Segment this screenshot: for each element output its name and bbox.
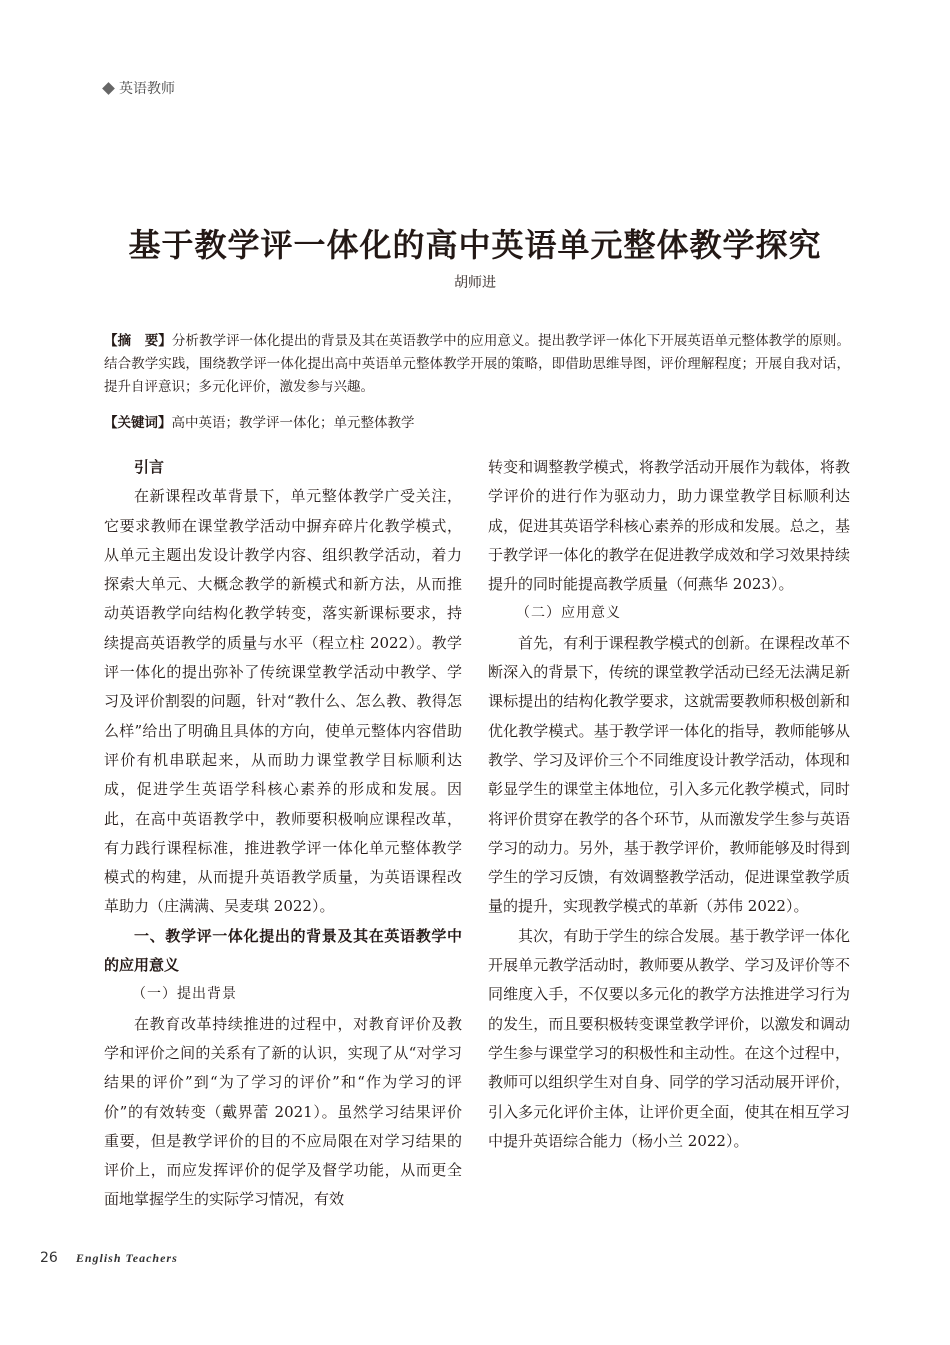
abstract	[104, 330, 850, 399]
right-column	[488, 453, 850, 1156]
journal-name: English Teachers	[75, 1251, 178, 1265]
sub2-paragraph-2: 其次，有助于学生的综合发展。基于教学评一体化开展单元教学活动时，教师要从教学、学习及评价等不同维度入手，不仅要以多元化的教学方法推进学习行为的发生，而且要积极转变课堂教学评价，以激发和调动学生参与课堂学习的积极性和主动性。在这个过程中，教师可以组织学生对自身、同学的学习活动展开评价，引入多元化评价主体，让评价更全面，使其在相互学习中提升英语综合能力（杨小兰 2022）。	[488, 926, 850, 1150]
section1-heading: 一、教学评一体化提出的背景及其在英语教学中的应用意义	[104, 926, 462, 975]
continued-paragraph: 转变和调整教学模式，将教学活动开展作为载体，将教学评价的进行作为驱动力，助力课堂教学目标顺利达成，促进其英语学科核心素养的形成和发展。总之，基于教学评一体化的教学在促进教学成效和学习效果持续提升的同时能提高教学质量（何燕华 2023）。	[488, 458, 850, 594]
page-footer	[40, 1250, 178, 1266]
intro-paragraph: 在新课程改革背景下，单元整体教学广受关注，它要求教师在课堂教学活动中摒弃碎片化教学模式，从单元主题出发设计教学内容、组织教学活动，着力探索大单元、大概念教学的新模式和新方法，从而推动英语教学向结构化教学转变，落实新课标要求，持续提高英语教学的质量与水平（程立柱 2022）。教学评一体化的提出弥补了传统课堂教学活动中教学、学习及评价割裂的问题，针对“教什么、怎么教、教得怎么样”给出了明确且具体的方向，使单元整体内容借助评价有机串联起来，从而助力课堂教学目标顺利达成，促进学生英语学科核心素养的形成和发展。因此，在高中英语教学中，教师要积极响应课程改革，有力践行课程标准，推进教学评一体化单元整体教学模式的构建，从而提升英语教学质量，为英语课程改革助力（庄满满、吴麦琪 2022）。	[104, 487, 462, 916]
sub1-heading: （一）提出背景	[132, 986, 237, 1003]
diamond-icon	[102, 82, 115, 95]
abstract-text: 分析教学评一体化提出的背景及其在英语教学中的应用意义。提出教学评一体化下开展英语单元整体教学的原则。结合教学实践，围绕教学评一体化提出高中英语单元整体教学开展的策略，即借助思维导图，评价理解程度；开展自我对话，提升自评意识；多元化评价，激发参与兴趣。	[104, 333, 851, 395]
sub1-paragraph: 在教育改革持续推进的过程中，对教育评价及教学和评价之间的关系有了新的认识，实现了从“对学习结果的评价”到“为了学习的评价”和“作为学习的评价”的有效转变（戴界蕾 2021）。虽然学习结果评价重要，但是教学评价的目的不应局限在对学习结果的评价上，而应发挥评价的促学及督学功能，从而更全面地掌握学生的实际学习情况，有效	[104, 1014, 462, 1209]
keywords-label: 【关键词】	[104, 415, 172, 431]
keywords-text: 高中英语；教学评一体化；单元整体教学	[171, 415, 415, 431]
section-label: 英语教师	[119, 81, 175, 97]
page-number: 26	[40, 1250, 58, 1266]
author-name: 胡师进	[454, 275, 496, 291]
intro-heading: 引言	[134, 458, 165, 476]
sub2-paragraph-1: 首先，有利于课程教学模式的创新。在课程改革不断深入的背景下，传统的课堂教学活动已经无法满足新课标提出的结构化教学要求，这就需要教师积极创新和优化教学模式。基于教学评一体化的指导，教师能够从教学、学习及评价三个不同维度设计教学活动，体现和彰显学生的课堂主体地位，引入多元化教学模式，同时将评价贯穿在教学的各个环节，从而激发学生参与英语学习的动力。另外，基于教学评价，教师能够及时得到学生的学习反馈，有效调整教学活动，促进课堂教学质量的提升，实现教学模式的革新（苏伟 2022）。	[488, 633, 850, 916]
section-header	[104, 78, 175, 98]
abstract-label: 【摘 要】	[104, 333, 172, 349]
article-title: 基于教学评一体化的高中英语单元整体教学探究	[128, 226, 822, 264]
keywords	[104, 412, 850, 435]
sub2-heading: （二）应用意义	[516, 605, 621, 622]
left-column	[104, 453, 462, 1215]
